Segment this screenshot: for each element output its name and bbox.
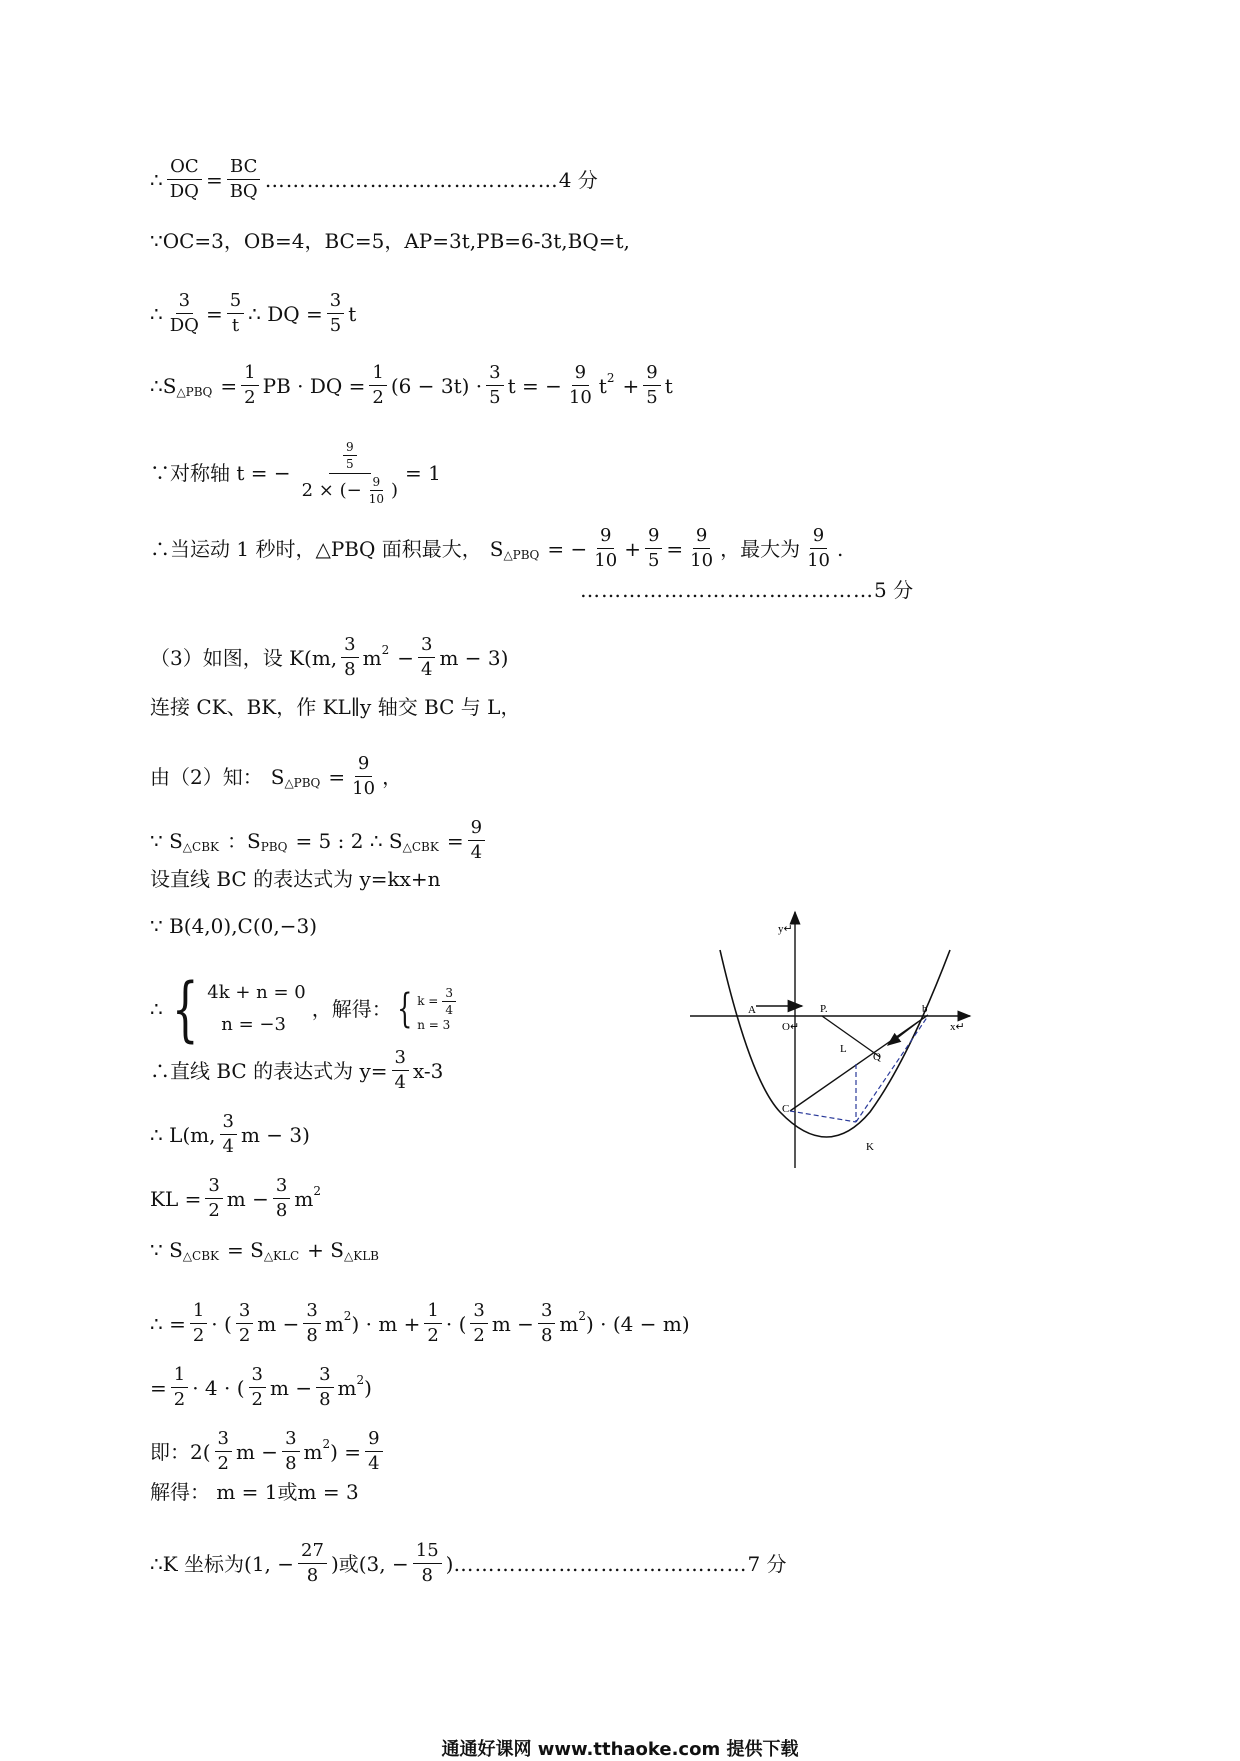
line-area-simplify: = $\frac{1}{2}$ · 4 · ( $\frac{3}{2}$ m − $\frac{3}{8}$ m 2 ) bbox=[150, 1364, 372, 1410]
arrow-B bbox=[888, 1022, 918, 1045]
line-area-sum: ∵ S △CBK = S △KLC + S △KLB bbox=[150, 1238, 379, 1263]
segment-PQ bbox=[822, 1016, 880, 1057]
footer-source: 通通好课网 www.tthaoke.com 提供下载 bbox=[441, 1739, 799, 1760]
label-x: x↵ bbox=[950, 1021, 965, 1033]
parabola-figure bbox=[680, 900, 980, 1180]
dashed-CK bbox=[790, 1111, 856, 1122]
label-Q: Q bbox=[873, 1051, 881, 1063]
label-P: P. bbox=[820, 1003, 828, 1015]
line-axis: ∵对称轴 t = − $\frac{9}{5}$ 2 × (− $\frac{9}{10}$ ) = 1 bbox=[150, 440, 441, 506]
line-equation: 即： 2( $\frac{3}{2}$ m − $\frac{3}{8}$ m 2 ) = $\frac{9}{4}$ bbox=[150, 1428, 387, 1475]
line-points: ∵ B(4,0),C(0,−3) bbox=[150, 914, 318, 938]
line-area-expand: ∴ = $\frac{1}{2}$ · ( $\frac{3}{2}$ m − $\frac{3}{8}$ m 2 ) · m + $\frac{1}{2}$ · ( $\frac{3}{2}$ m − $\frac{3}{8}$ m 2 ) · (4 − m) bbox=[150, 1300, 690, 1346]
label-L: L bbox=[840, 1043, 847, 1055]
line-from2: 由（2）知： S △PBQ = $\frac{9}{10}$ ， bbox=[150, 753, 403, 799]
line-part3: （3）如图，设 K(m, $\frac{3}{8}$ m 2 − $\frac{3}{4}$ m − 3) bbox=[150, 634, 509, 680]
line-score-5: …………………………………… 5 分 bbox=[580, 578, 914, 602]
line-set-bc: 设直线 BC 的表达式为 y=kx+n bbox=[150, 867, 441, 891]
label-C: C bbox=[782, 1103, 790, 1115]
label-O: O↵ bbox=[782, 1021, 800, 1033]
line-bc-expr: ∴直线 BC 的表达式为 y= $\frac{3}{4}$ x-3 bbox=[150, 1047, 444, 1093]
line-K-coords: ∴K 坐标为(1, − $\frac{27}{8}$ )或(3, − $\frac{15}{8}$ ) …………………………………… 7 分 bbox=[150, 1540, 787, 1586]
line-ratio-area: ∵ S △CBK ：S PBQ = 5 : 2 ∴ S △CBK = $\frac{9}{4}$ bbox=[150, 817, 489, 864]
line-L: ∴ L(m, $\frac{3}{4}$ m − 3) bbox=[150, 1111, 310, 1157]
label-K: K bbox=[866, 1141, 874, 1153]
line-KL: KL = $\frac{3}{2}$ m − $\frac{3}{8}$ m 2 bbox=[150, 1175, 321, 1221]
line-solution: 解得： m = 1或m = 3 bbox=[150, 1480, 359, 1504]
line-dq: ∴ $\frac{3}{DQ}$ = $\frac{5}{t}$ ∴ DQ = $\frac{3}{5}$ t bbox=[150, 290, 357, 336]
line-connect: 连接 CK、BK，作 KL∥y 轴交 BC 与 L， bbox=[150, 695, 521, 719]
parabola-curve bbox=[720, 950, 950, 1137]
line-ratio: ∴ $\frac{OC}{DQ}$ = $\frac{BC}{BQ}$ …………………………………… 4 分 bbox=[150, 156, 598, 202]
score: 4 分 bbox=[558, 167, 598, 192]
label-A: A bbox=[748, 1004, 756, 1016]
label-y: y↵ bbox=[778, 923, 793, 935]
line-given: ∵OC=3，OB=4，BC=5，AP=3t,PB=6-3t,BQ=t, bbox=[150, 229, 630, 253]
dashed-KB bbox=[856, 1016, 928, 1122]
label-B: b bbox=[922, 1003, 928, 1015]
line-area-formula: ∴S △PBQ = $\frac{1}{2}$ PB · DQ = $\frac{1}{2}$ (6 − 3t) · $\frac{3}{5}$ t = − $\frac{9}{10}$ t 2 + $\frac{9}{5}$ t bbox=[150, 362, 673, 408]
line-system: ∴ { 4k + n = 0 n = −3 ，解得： { k = $\frac{3}{4}$ n = 3 bbox=[150, 974, 460, 1044]
line-max-area: ∴当运动 1 秒时，△PBQ 面积最大， S △PBQ = − $\frac{9}{10}$ + $\frac{9}{5}$ = $\frac{9}{10}$ ，最大为 $\frac{9}{10}$ . bbox=[150, 525, 844, 571]
